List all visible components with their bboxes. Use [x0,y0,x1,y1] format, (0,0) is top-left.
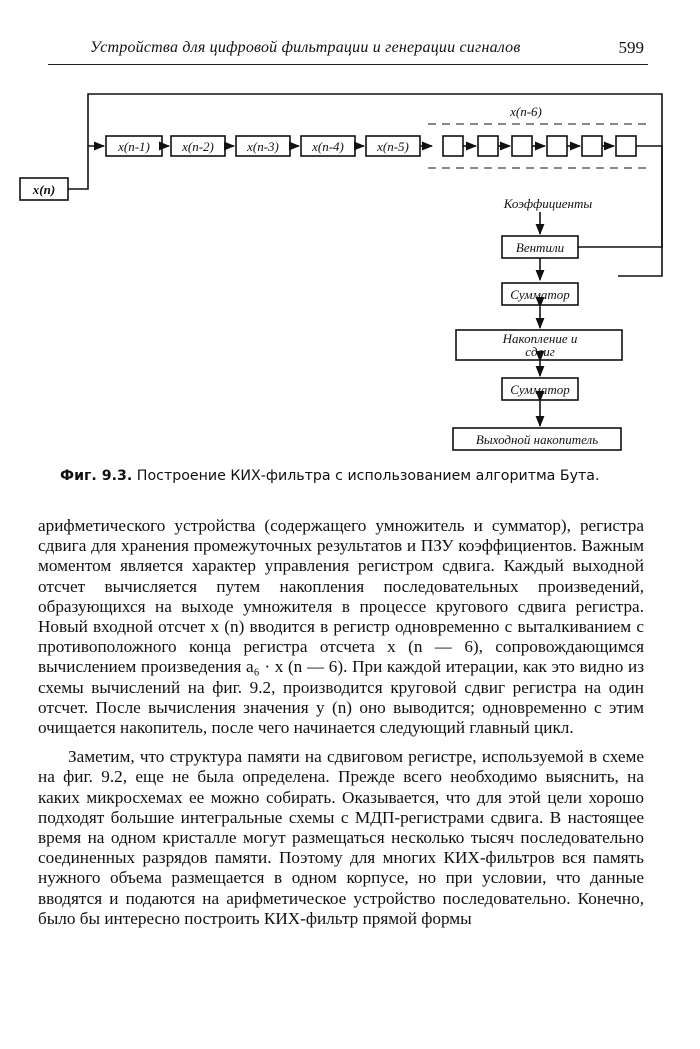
figure-caption-text: Построение КИХ-фильтра с использованием алгоритма Бута. [136,468,600,484]
figure-label: Фиг. 9.3. [60,468,133,484]
accumulate-label-line2: сдвиг [525,344,555,359]
coefficients-label: Коэффициенты [503,196,593,211]
output-label: Выходной накопитель [475,432,599,447]
register-label-4: x(n-4) [312,139,344,154]
page-number: 599 [618,38,644,57]
paragraph: арифметического устройства (содержащего умножитель и сумматор), регистра сдвига для хранения промежуточных результатов и ПЗУ коэффициентов. Важным моментом является характер управления регистром сдвига. Каждый выходной отсчет вычисляется путем накопления последовательных произведений, образующихся на выходе умножителя в процессе кругового сдвига регистра. Новый входной отсчет x (n) вводится в регистр одновременно с выталкиванием с противоположного конца регистра отсчета x (n — 6), сопровождающимся вычислением произведения a₆ · x (n — 6). При каждой итерации, как это видно из схемы вычислений на фиг. 9.2, производится круговой сдвиг регистра на один отсчет. После вычисления значения y (n) оно выводится; одновременно с этим очищается накопитель, после чего начинается следующий главный цикл. [38,516,644,738]
adder2-label: Сумматор [510,382,570,397]
gates-label: Вентили [515,240,565,255]
paragraph: Заметим, что структура памяти на сдвиговом регистре, используемой в схеме на фиг. 9.2, еще не была определена. Прежде всего необходимо выяснить, на каких микросхемах ее можно собирать. Оказывается, что для этой цели хорошо подходят большие интегральные схемы с МДП-регистрами сдвига. В настоящее время на одном кристалле могут размещаться несколько тысяч последовательно соединенных разрядов памяти. Поэтому для многих КИХ-фильтров вся память нужного объема размещается в одном корпусе, но при условии, что данные вводятся и подаются на арифметическое устройство последовательно. Конечно, было бы интересно построить КИХ-фильтр прямой формы [38,747,644,928]
register-label-1: x(n-1) [118,139,150,154]
fir-block-diagram [0,0,700,465]
accumulate-label-line1: Накопление и [502,331,578,346]
figure-caption [60,468,650,484]
input-label: x(n) [32,182,56,197]
feedback-label: x(n-6) [510,104,542,119]
feedback-loop-line [88,94,662,276]
adder1-label: Сумматор [510,287,570,302]
running-title: Устройства для цифровой фильтрации и генерации сигналов [90,39,521,56]
body-text [38,516,644,929]
register-label-5: x(n-5) [377,139,409,154]
register-label-3: x(n-3) [247,139,279,154]
register-label-2: x(n-2) [182,139,214,154]
